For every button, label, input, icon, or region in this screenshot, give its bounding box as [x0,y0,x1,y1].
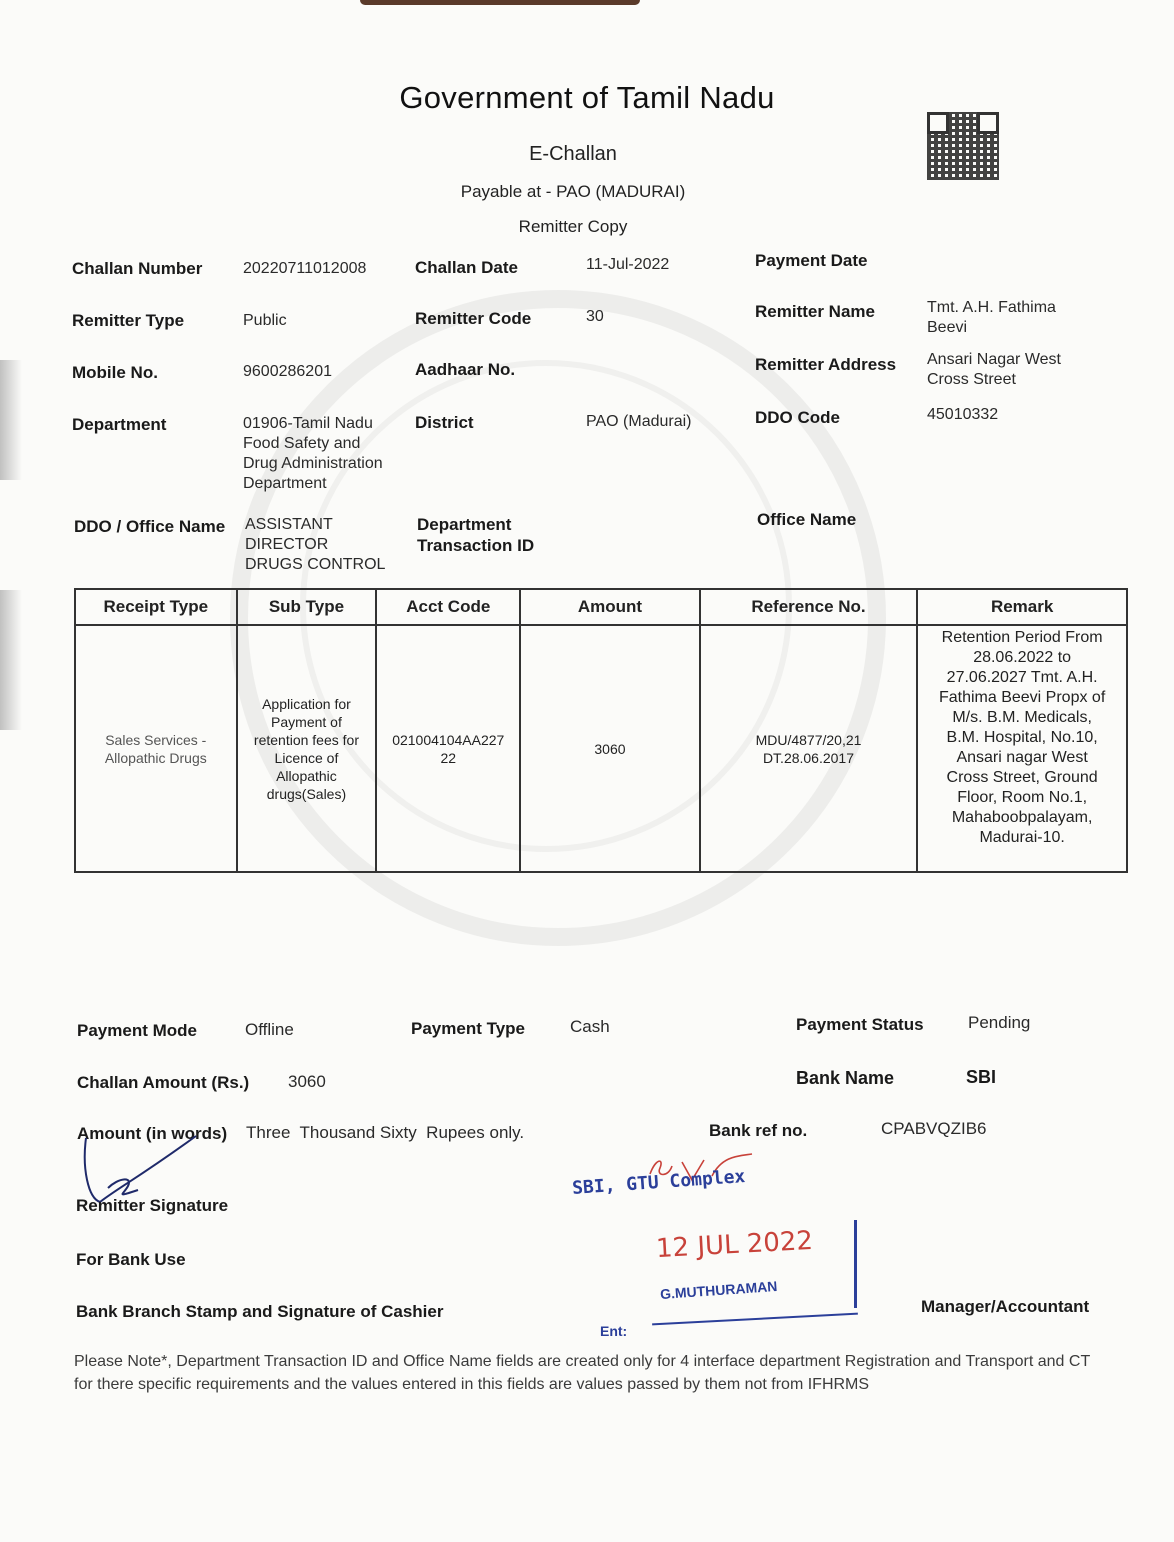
challan-number-label: Challan Number [72,259,203,278]
table-header-row [75,589,1127,625]
stamp-cashier-name: G.MUTHURAMAN [659,1277,778,1303]
amount-cell: 3060 [520,625,700,872]
remitter-type: Public [243,312,287,329]
payable-at: Payable at - PAO (MADURAI) [460,182,686,201]
amount-words-label: Amount (in words) [77,1124,228,1143]
acct-code-cell: 021004104AA227 22 [376,625,520,872]
receipt-table [74,588,1128,873]
remitter-address: Ansari Nagar West Cross Street [927,351,1061,388]
payment-status-label: Payment Status [796,1015,924,1034]
column-header: Acct Code [376,589,520,625]
payment-date-label: Payment Date [755,251,868,270]
payment-mode-label: Payment Mode [77,1021,197,1040]
payment-type: Cash [570,1017,610,1036]
table-row [75,625,1127,872]
mobile-label: Mobile No. [72,363,158,382]
amount-words: Three Thousand Sixty Rupees only. [246,1123,525,1142]
scan-edge [360,0,640,5]
column-header: Remark [917,589,1127,625]
dept-transaction-id-label: Department Transaction ID [417,515,535,555]
district: PAO (Madurai) [586,413,692,430]
column-header: Amount [520,589,700,625]
challan-date: 11-Jul-2022 [586,256,670,273]
form-name: E-Challan [529,143,617,165]
scan-shadow [0,590,22,730]
payment-type-label: Payment Type [411,1019,526,1038]
ddo-office-name: ASSISTANT DIRECTOR DRUGS CONTROL [245,516,386,573]
payment-status: Pending [968,1013,1031,1032]
department-label: Department [72,415,167,434]
scan-shadow [0,360,22,480]
copy-type: Remitter Copy [518,217,628,236]
column-header: Sub Type [237,589,377,625]
bank-stamp [571,1160,872,1339]
sub-type-cell: Application for Payment of retention fees for Licence of Allopathic drugs(Sales) [237,625,377,872]
bank-ref-label: Bank ref no. [709,1121,808,1140]
footer-note: Please Note*, Department Transaction ID and Office Name fields are created only for 4 interface department Registration and Transport and CT for there specific requirements and the values entered in this fields are values passed by them not from IFHRMS [74,1353,1090,1393]
branch-stamp-label: Bank Branch Stamp and Signature of Cashier [76,1302,444,1321]
challan-date-label: Challan Date [415,258,518,277]
department: 01906-Tamil Nadu Food Safety and Drug Administration Department [243,415,383,492]
mobile-number: 9600286201 [243,363,332,380]
document-title: Government of Tamil Nadu [399,80,775,115]
remitter-address-label: Remitter Address [755,355,897,374]
aadhaar-label: Aadhaar No. [415,360,516,379]
stamp-bank-name: SBI, GTU Complex [571,1165,746,1200]
remark-cell: Retention Period From 28.06.2022 to 27.06.2027 Tmt. A.H. Fathima Beevi Propx of M/s. B.M. Medicals, B.M. Hospital, No.10, Ansari nagar West Cross Street, Ground Floor, Room No.1, Mahaboobpalayam, Madurai-10. [917,625,1127,872]
remitter-type-label: Remitter Type [72,311,185,330]
remitter-name-label: Remitter Name [755,302,875,321]
challan-number: 20220711012008 [243,260,367,277]
for-bank-use-label: For Bank Use [76,1250,186,1269]
stamp-border [652,1313,858,1326]
district-label: District [415,413,474,432]
remitter-code-label: Remitter Code [415,309,532,328]
receipt-type-cell: Sales Services - Allopathic Drugs [75,625,237,872]
ddo-code-label: DDO Code [755,408,840,427]
manager-label: Manager/Accountant [921,1297,1090,1316]
stamp-ent: Ent: [600,1323,628,1339]
stamp-date: 12 JUL 2022 [655,1225,814,1265]
reference-cell: MDU/4877/20,21 DT.28.06.2017 [700,625,918,872]
stamp-border [854,1220,857,1308]
bank-ref-number: CPABVQZIB6 [881,1119,987,1138]
ddo-code: 45010332 [927,406,999,423]
office-name-label: Office Name [757,510,857,529]
bank-name: SBI [966,1067,997,1087]
challan-amount-label: Challan Amount (Rs.) [77,1073,250,1092]
challan-amount: 3060 [288,1072,326,1091]
remitter-code: 30 [586,308,604,325]
bank-name-label: Bank Name [796,1068,895,1088]
column-header: Receipt Type [75,589,237,625]
column-header: Reference No. [700,589,918,625]
remitter-name: Tmt. A.H. Fathima Beevi [927,299,1056,336]
remitter-signature-label: Remitter Signature [76,1196,229,1215]
ddo-office-label: DDO / Office Name [74,517,226,536]
qr-code-icon [927,112,999,180]
payment-mode: Offline [245,1020,294,1039]
